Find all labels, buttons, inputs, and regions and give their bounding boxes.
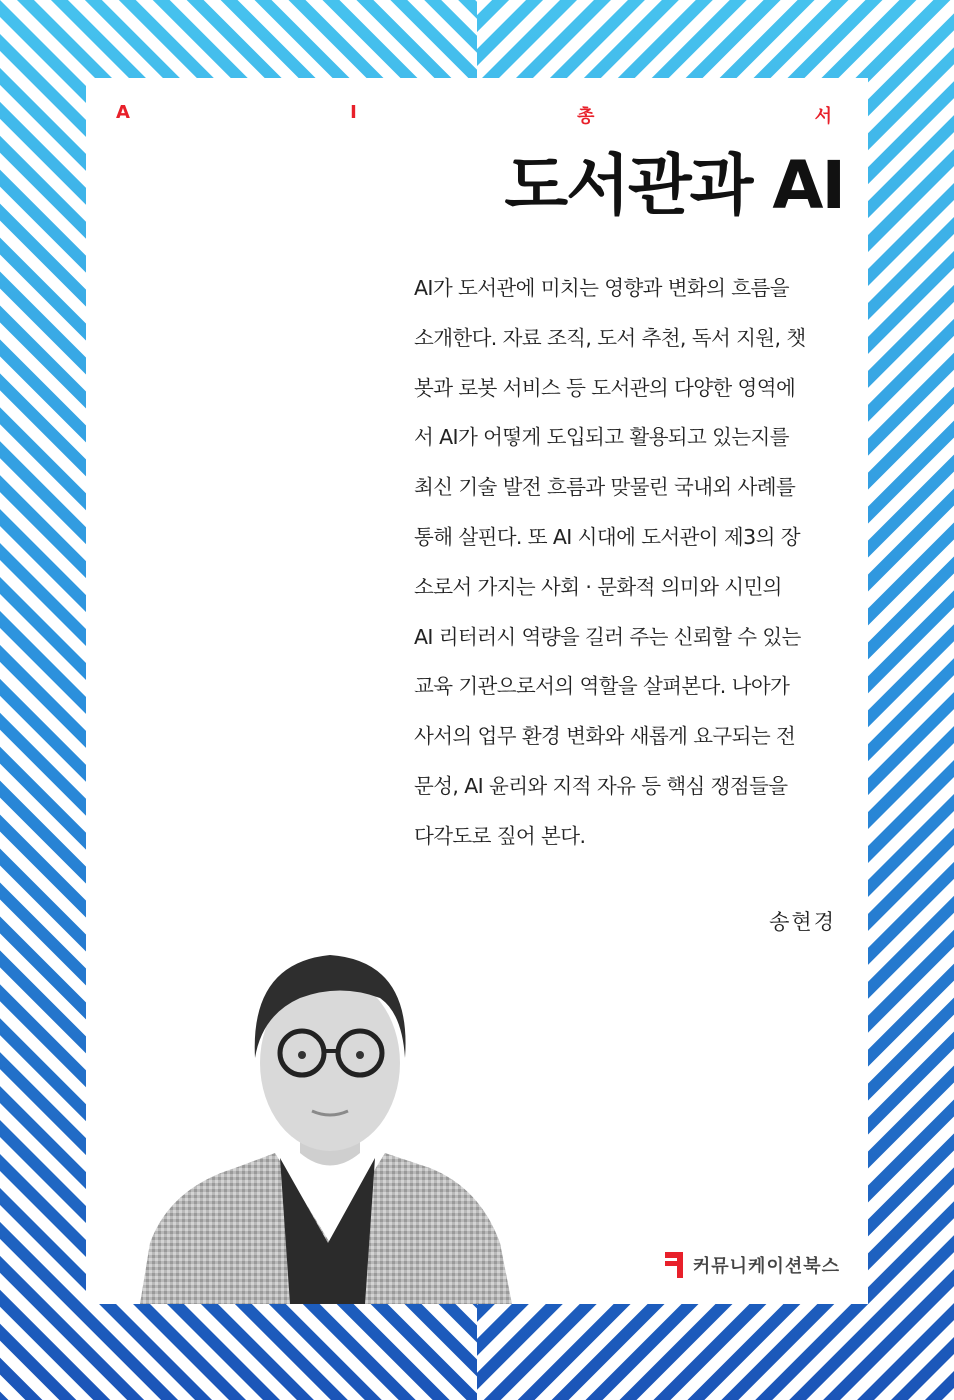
publisher-logo-icon xyxy=(663,1250,685,1280)
cover-panel xyxy=(86,78,868,1304)
description-line: 사서의 업무 환경 변화와 새롭게 요구되는 전 xyxy=(414,724,796,749)
book-description xyxy=(414,264,836,862)
description-line: 봇과 로봇 서비스 등 도서관의 다양한 영역에 xyxy=(414,375,796,400)
series-letter: 총 xyxy=(577,106,595,127)
description-line: 교육 기관으로서의 역할을 살펴본다. 나아가 xyxy=(414,674,790,699)
description-line: 소개한다. 자료 조직, 도서 추천, 독서 지원, 챗 xyxy=(414,325,806,350)
series-letter: A xyxy=(116,102,130,123)
description-line: 문성, AI 윤리와 지적 자유 등 핵심 쟁점들을 xyxy=(414,773,788,798)
series-label xyxy=(116,102,832,126)
description-line: 소로서 가지는 사회 · 문화적 의미와 시민의 xyxy=(414,574,782,599)
description-line: 통해 살핀다. 또 AI 시대에 도서관이 제3의 장 xyxy=(414,524,800,549)
series-letter: 서 xyxy=(814,106,832,127)
author-photo xyxy=(140,943,520,1304)
author-name: 송현경 xyxy=(769,910,836,934)
series-letter: I xyxy=(350,102,357,123)
description-line: 최신 기술 발전 흐름과 맞물린 국내외 사례를 xyxy=(414,475,796,500)
description-line: 다각도로 짚어 본다. xyxy=(414,823,586,848)
publisher-name: 커뮤니케이션북스 xyxy=(692,1256,840,1277)
description-line: 서 AI가 어떻게 도입되고 활용되고 있는지를 xyxy=(414,425,789,450)
description-line: AI가 도서관에 미치는 영향과 변화의 흐름을 xyxy=(414,276,789,300)
description-line: AI 리터러시 역량을 길러 주는 신뢰할 수 있는 xyxy=(414,624,801,649)
book-title: 도서관과 AI xyxy=(504,147,844,224)
publisher-block xyxy=(663,1250,840,1280)
